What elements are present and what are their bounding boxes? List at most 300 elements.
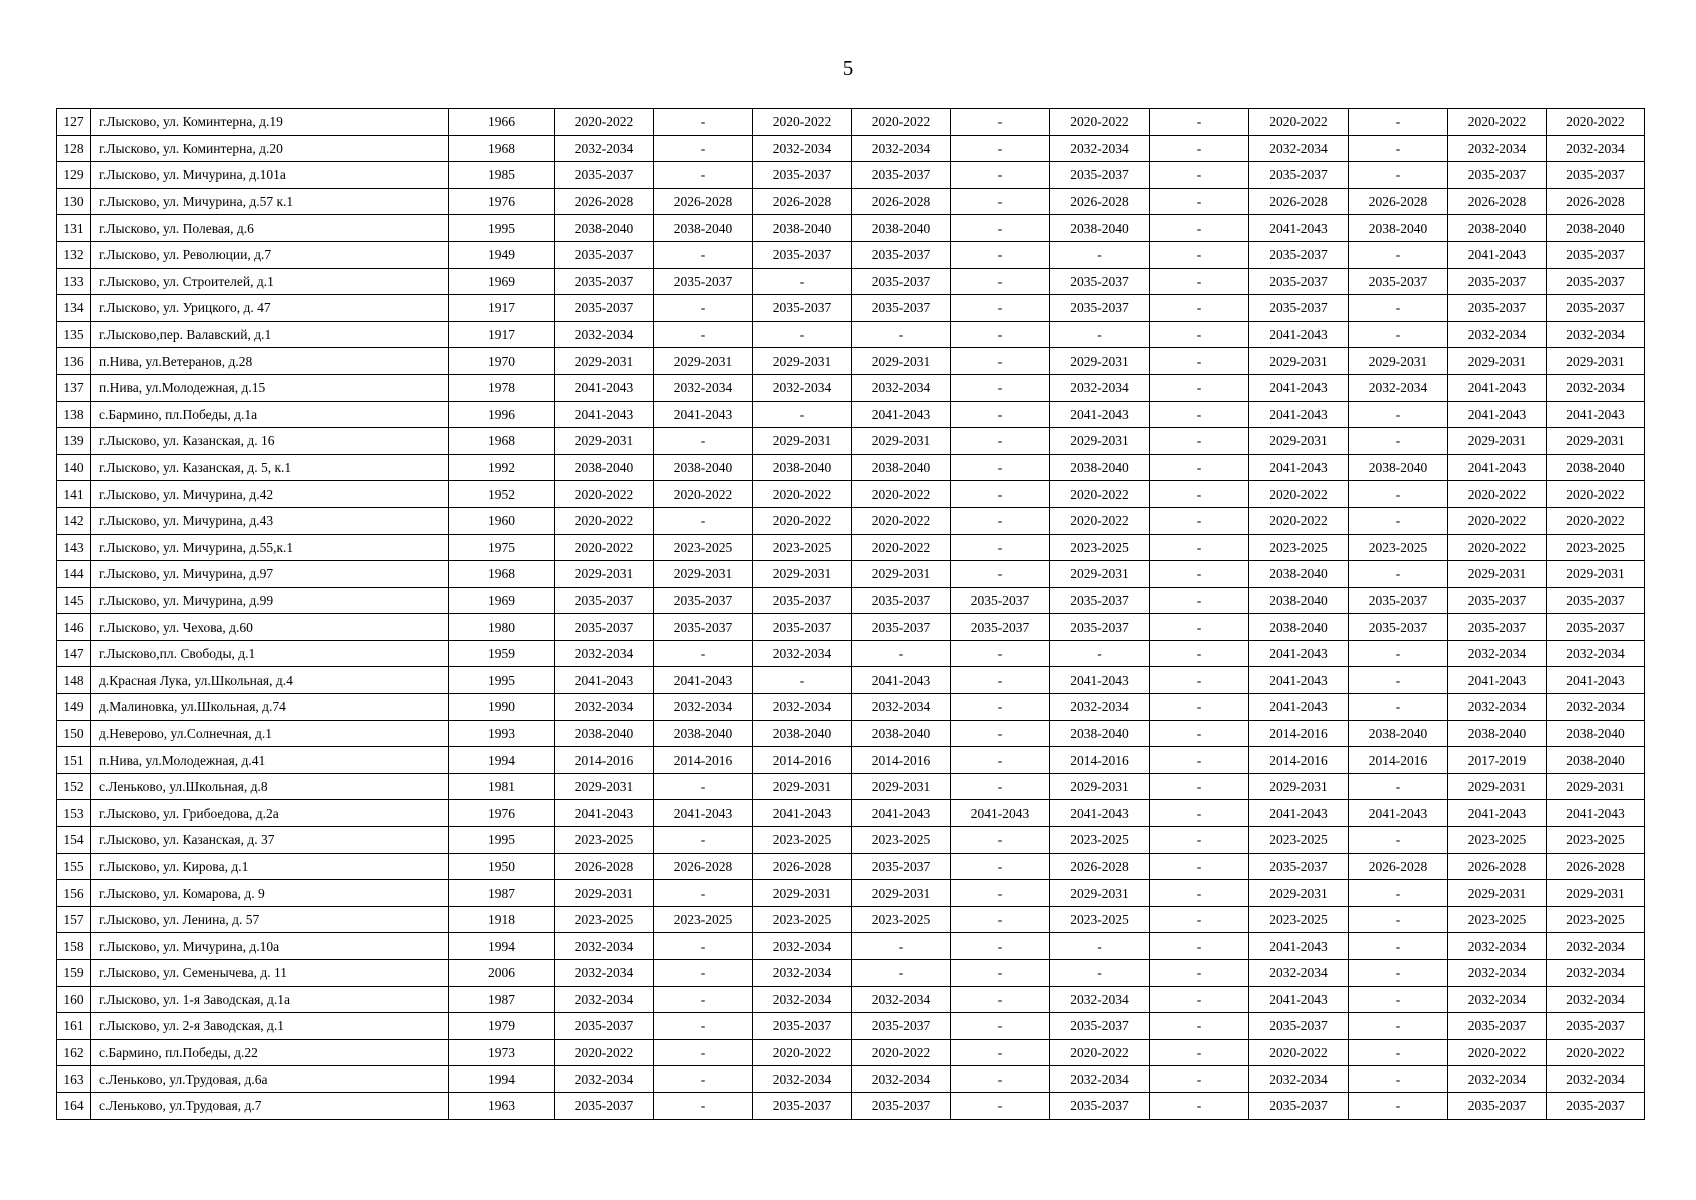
repair-period-cell: 2032-2034 (1050, 374, 1150, 401)
repair-period-cell: - (1150, 428, 1249, 455)
repair-period-cell: 2032-2034 (1448, 694, 1547, 721)
repair-period-cell: 2023-2025 (1547, 827, 1645, 854)
repair-period-cell: 2026-2028 (852, 188, 951, 215)
repair-period-cell: - (1150, 1039, 1249, 1066)
repair-period-cell: 2032-2034 (555, 1066, 654, 1093)
repair-period-cell: 2035-2037 (1249, 268, 1349, 295)
repair-period-cell: 2014-2016 (1050, 747, 1150, 774)
repair-period-cell: - (1150, 348, 1249, 375)
repair-period-cell: 2035-2037 (753, 1013, 852, 1040)
repair-period-cell: - (1150, 295, 1249, 322)
repair-period-cell: - (951, 747, 1050, 774)
year-built-cell: 1992 (449, 454, 555, 481)
year-built-cell: 1975 (449, 534, 555, 561)
repair-period-cell: - (951, 348, 1050, 375)
repair-period-cell: 2026-2028 (1547, 188, 1645, 215)
repair-period-cell: 2041-2043 (1547, 800, 1645, 827)
address-cell: г.Лысково, ул. Казанская, д. 5, к.1 (91, 454, 449, 481)
repair-period-cell: 2023-2025 (654, 906, 753, 933)
repair-period-cell: 2035-2037 (1349, 268, 1448, 295)
repair-period-cell: - (1050, 640, 1150, 667)
repair-period-cell: 2032-2034 (1547, 960, 1645, 987)
repair-period-cell: 2032-2034 (1448, 933, 1547, 960)
repair-period-cell: 2035-2037 (1050, 162, 1150, 189)
table-row (57, 321, 1645, 348)
repair-period-cell: - (1349, 960, 1448, 987)
repair-period-cell: 2032-2034 (555, 933, 654, 960)
table-row (57, 1013, 1645, 1040)
repair-period-cell: 2035-2037 (852, 268, 951, 295)
repair-period-cell: - (1150, 268, 1249, 295)
repair-period-cell: 2023-2025 (1448, 906, 1547, 933)
row-number-cell: 157 (57, 906, 91, 933)
repair-period-cell: 2023-2025 (1249, 827, 1349, 854)
repair-period-cell: 2020-2022 (1249, 481, 1349, 508)
row-number-cell: 153 (57, 800, 91, 827)
repair-period-cell: 2035-2037 (852, 295, 951, 322)
repair-period-cell: - (951, 188, 1050, 215)
repair-period-cell: - (951, 321, 1050, 348)
row-number-cell: 141 (57, 481, 91, 508)
repair-period-cell: 2029-2031 (753, 773, 852, 800)
row-number-cell: 145 (57, 587, 91, 614)
repair-period-cell: - (1349, 507, 1448, 534)
repair-period-cell: - (1150, 215, 1249, 242)
repair-period-cell: 2041-2043 (1249, 374, 1349, 401)
repair-period-cell: 2020-2022 (1547, 1039, 1645, 1066)
repair-period-cell: 2020-2022 (1448, 109, 1547, 136)
year-built-cell: 1976 (449, 188, 555, 215)
repair-period-cell: 2029-2031 (753, 348, 852, 375)
repair-period-cell: - (951, 1039, 1050, 1066)
repair-period-cell: 2014-2016 (555, 747, 654, 774)
repair-period-cell: 2020-2022 (555, 1039, 654, 1066)
repair-period-cell: 2041-2043 (1249, 933, 1349, 960)
year-built-cell: 1973 (449, 1039, 555, 1066)
address-cell: г.Лысково,пер. Валавский, д.1 (91, 321, 449, 348)
repair-period-cell: - (654, 827, 753, 854)
repair-period-cell: - (1150, 587, 1249, 614)
repair-period-cell: 2020-2022 (1547, 507, 1645, 534)
table-row (57, 162, 1645, 189)
repair-period-cell: 2035-2037 (1050, 1013, 1150, 1040)
repair-period-cell: 2023-2025 (753, 906, 852, 933)
year-built-cell: 1995 (449, 215, 555, 242)
repair-period-cell: 2023-2025 (555, 827, 654, 854)
repair-period-cell: 2026-2028 (555, 853, 654, 880)
repair-period-cell: 2032-2034 (1249, 960, 1349, 987)
repair-period-cell: 2041-2043 (1349, 800, 1448, 827)
repair-period-cell: - (951, 374, 1050, 401)
repair-period-cell: - (1349, 109, 1448, 136)
repair-period-cell: 2032-2034 (1448, 1066, 1547, 1093)
repair-period-cell: 2035-2037 (852, 162, 951, 189)
repair-period-cell: 2032-2034 (1050, 986, 1150, 1013)
repair-period-cell: - (951, 640, 1050, 667)
row-number-cell: 133 (57, 268, 91, 295)
address-cell: п.Нива, ул.Молодежная, д.15 (91, 374, 449, 401)
repair-period-cell: 2035-2037 (852, 1013, 951, 1040)
repair-period-cell: 2035-2037 (1249, 1013, 1349, 1040)
repair-period-cell: 2023-2025 (753, 534, 852, 561)
repair-period-cell: 2014-2016 (1249, 720, 1349, 747)
repair-period-cell: - (1349, 1013, 1448, 1040)
repair-period-cell: 2029-2031 (1547, 880, 1645, 907)
year-built-cell: 1968 (449, 135, 555, 162)
repair-period-cell: - (654, 162, 753, 189)
table-row (57, 454, 1645, 481)
repair-period-cell: 2032-2034 (1249, 1066, 1349, 1093)
row-number-cell: 140 (57, 454, 91, 481)
repair-period-cell: 2014-2016 (1249, 747, 1349, 774)
repair-period-cell: - (1150, 960, 1249, 987)
table-row (57, 880, 1645, 907)
repair-period-cell: 2035-2037 (852, 1092, 951, 1119)
repair-period-cell: 2023-2025 (1349, 534, 1448, 561)
year-built-cell: 1917 (449, 321, 555, 348)
repair-period-cell: 2020-2022 (753, 481, 852, 508)
row-number-cell: 158 (57, 933, 91, 960)
repair-period-cell: - (1349, 694, 1448, 721)
repair-period-cell: - (951, 268, 1050, 295)
repair-period-cell: - (1150, 109, 1249, 136)
row-number-cell: 143 (57, 534, 91, 561)
address-cell: с.Леньково, ул.Трудовая, д.7 (91, 1092, 449, 1119)
year-built-cell: 1995 (449, 667, 555, 694)
repair-schedule-table (56, 108, 1645, 1120)
repair-period-cell: - (1150, 241, 1249, 268)
table-row (57, 561, 1645, 588)
repair-period-cell: - (951, 1066, 1050, 1093)
table-row (57, 135, 1645, 162)
repair-period-cell: 2038-2040 (1547, 215, 1645, 242)
repair-period-cell: 2035-2037 (1547, 614, 1645, 641)
year-built-cell: 1976 (449, 800, 555, 827)
repair-period-cell: - (753, 321, 852, 348)
repair-period-cell: - (951, 667, 1050, 694)
repair-period-cell: 2014-2016 (753, 747, 852, 774)
repair-period-cell: 2035-2037 (1547, 241, 1645, 268)
repair-period-cell: 2023-2025 (1448, 827, 1547, 854)
repair-period-cell: 2020-2022 (1448, 534, 1547, 561)
repair-period-cell: 2032-2034 (1547, 1066, 1645, 1093)
repair-period-cell: 2041-2043 (852, 800, 951, 827)
repair-period-cell: 2032-2034 (1547, 374, 1645, 401)
repair-period-cell: - (1150, 135, 1249, 162)
repair-period-cell: 2038-2040 (1349, 454, 1448, 481)
row-number-cell: 161 (57, 1013, 91, 1040)
repair-period-cell: 2041-2043 (1448, 401, 1547, 428)
repair-period-cell: 2032-2034 (654, 374, 753, 401)
repair-period-cell: 2029-2031 (1448, 428, 1547, 455)
repair-period-cell: 2035-2037 (654, 614, 753, 641)
repair-period-cell: 2029-2031 (1249, 880, 1349, 907)
repair-period-cell: 2038-2040 (555, 454, 654, 481)
year-built-cell: 1949 (449, 241, 555, 268)
repair-period-cell: 2017-2019 (1448, 747, 1547, 774)
repair-period-cell: - (1050, 241, 1150, 268)
table-row (57, 1092, 1645, 1119)
repair-period-cell: 2035-2037 (1249, 162, 1349, 189)
repair-period-cell: 2029-2031 (1448, 880, 1547, 907)
year-built-cell: 1995 (449, 827, 555, 854)
repair-period-cell: 2026-2028 (654, 853, 753, 880)
repair-period-cell: 2026-2028 (1448, 853, 1547, 880)
address-cell: г.Лысково, ул. Мичурина, д.55,к.1 (91, 534, 449, 561)
row-number-cell: 137 (57, 374, 91, 401)
repair-period-cell: 2041-2043 (852, 401, 951, 428)
repair-period-cell: 2035-2037 (555, 1013, 654, 1040)
repair-period-cell: 2038-2040 (654, 454, 753, 481)
repair-period-cell: 2029-2031 (852, 561, 951, 588)
table-row (57, 534, 1645, 561)
repair-period-cell: 2023-2025 (1050, 534, 1150, 561)
repair-period-cell: 2041-2043 (1448, 800, 1547, 827)
repair-period-cell: 2032-2034 (1249, 135, 1349, 162)
address-cell: г.Лысково, ул. Строителей, д.1 (91, 268, 449, 295)
repair-period-cell: - (951, 162, 1050, 189)
row-number-cell: 147 (57, 640, 91, 667)
year-built-cell: 1980 (449, 614, 555, 641)
repair-period-cell: 2041-2043 (1249, 667, 1349, 694)
repair-period-cell: 2032-2034 (1448, 135, 1547, 162)
repair-period-cell: - (654, 1013, 753, 1040)
row-number-cell: 132 (57, 241, 91, 268)
year-built-cell: 1996 (449, 401, 555, 428)
repair-period-cell: 2035-2037 (555, 587, 654, 614)
repair-period-cell: 2041-2043 (1249, 401, 1349, 428)
repair-period-cell: - (1349, 986, 1448, 1013)
repair-period-cell: 2035-2037 (1448, 162, 1547, 189)
repair-period-cell: - (951, 720, 1050, 747)
repair-period-cell: - (1050, 960, 1150, 987)
repair-period-cell: - (1349, 401, 1448, 428)
repair-period-cell: 2032-2034 (555, 960, 654, 987)
table-row (57, 481, 1645, 508)
repair-period-cell: 2041-2043 (654, 800, 753, 827)
repair-period-cell: 2038-2040 (753, 454, 852, 481)
repair-period-cell: 2029-2031 (852, 428, 951, 455)
repair-period-cell: 2029-2031 (1249, 348, 1349, 375)
repair-period-cell: - (1349, 906, 1448, 933)
repair-period-cell: - (753, 268, 852, 295)
repair-period-cell: 2026-2028 (1050, 188, 1150, 215)
table-row (57, 428, 1645, 455)
repair-period-cell: - (1050, 933, 1150, 960)
repair-period-cell: 2041-2043 (1249, 215, 1349, 242)
table-row (57, 109, 1645, 136)
repair-period-cell: - (1349, 295, 1448, 322)
repair-period-cell: - (951, 481, 1050, 508)
repair-period-cell: 2020-2022 (1448, 507, 1547, 534)
repair-period-cell: - (654, 986, 753, 1013)
repair-period-cell: 2038-2040 (1547, 747, 1645, 774)
repair-period-cell: 2035-2037 (1349, 587, 1448, 614)
repair-period-cell: 2038-2040 (753, 720, 852, 747)
table-row (57, 507, 1645, 534)
repair-period-cell: 2029-2031 (1050, 880, 1150, 907)
repair-period-cell: - (1150, 561, 1249, 588)
repair-period-cell: 2026-2028 (555, 188, 654, 215)
repair-period-cell: 2035-2037 (555, 295, 654, 322)
repair-period-cell: 2020-2022 (1249, 507, 1349, 534)
row-number-cell: 148 (57, 667, 91, 694)
repair-period-cell: 2038-2040 (654, 215, 753, 242)
repair-period-cell: 2020-2022 (852, 481, 951, 508)
repair-period-cell: - (951, 853, 1050, 880)
repair-period-cell: 2032-2034 (555, 135, 654, 162)
repair-period-cell: - (951, 1013, 1050, 1040)
repair-period-cell: - (951, 215, 1050, 242)
address-cell: г.Лысково, ул. 2-я Заводская, д.1 (91, 1013, 449, 1040)
repair-period-cell: 2032-2034 (852, 374, 951, 401)
repair-period-cell: 2035-2037 (1050, 614, 1150, 641)
year-built-cell: 1966 (449, 109, 555, 136)
repair-period-cell: - (951, 135, 1050, 162)
address-cell: п.Нива, ул.Ветеранов, д.28 (91, 348, 449, 375)
row-number-cell: 162 (57, 1039, 91, 1066)
repair-period-cell: 2035-2037 (555, 614, 654, 641)
repair-period-cell: 2020-2022 (555, 507, 654, 534)
table-row (57, 1039, 1645, 1066)
repair-period-cell: - (654, 295, 753, 322)
repair-period-cell: 2029-2031 (555, 880, 654, 907)
repair-period-cell: 2020-2022 (1448, 481, 1547, 508)
repair-period-cell: - (654, 109, 753, 136)
row-number-cell: 152 (57, 773, 91, 800)
repair-period-cell: - (852, 960, 951, 987)
address-cell: г.Лысково, ул. Полевая, д.6 (91, 215, 449, 242)
repair-period-cell: 2026-2028 (1349, 853, 1448, 880)
table-row (57, 906, 1645, 933)
repair-period-cell: 2032-2034 (753, 135, 852, 162)
table-row (57, 268, 1645, 295)
year-built-cell: 2006 (449, 960, 555, 987)
repair-period-cell: 2020-2022 (1547, 481, 1645, 508)
repair-period-cell: 2035-2037 (1547, 1013, 1645, 1040)
repair-period-cell: 2035-2037 (654, 587, 753, 614)
repair-period-cell: 2020-2022 (1249, 1039, 1349, 1066)
repair-period-cell: 2035-2037 (1050, 587, 1150, 614)
address-cell: г.Лысково, ул. Кирова, д.1 (91, 853, 449, 880)
address-cell: г.Лысково, ул. Урицкого, д. 47 (91, 295, 449, 322)
repair-period-cell: 2020-2022 (1547, 109, 1645, 136)
repair-period-cell: - (654, 1092, 753, 1119)
repair-period-cell: 2035-2037 (1050, 268, 1150, 295)
year-built-cell: 1969 (449, 587, 555, 614)
repair-period-cell: 2035-2037 (1448, 1092, 1547, 1119)
repair-period-cell: 2038-2040 (1249, 561, 1349, 588)
repair-period-cell: 2029-2031 (1547, 428, 1645, 455)
row-number-cell: 142 (57, 507, 91, 534)
repair-period-cell: 2020-2022 (852, 109, 951, 136)
row-number-cell: 130 (57, 188, 91, 215)
repair-period-cell: 2032-2034 (1050, 135, 1150, 162)
repair-period-cell: 2020-2022 (852, 1039, 951, 1066)
repair-period-cell: - (1150, 853, 1249, 880)
repair-period-cell: 2020-2022 (1448, 1039, 1547, 1066)
table-row (57, 348, 1645, 375)
repair-period-cell: 2032-2034 (753, 694, 852, 721)
repair-period-cell: 2029-2031 (555, 428, 654, 455)
repair-period-cell: - (1050, 321, 1150, 348)
repair-period-cell: 2032-2034 (1448, 321, 1547, 348)
year-built-cell: 1918 (449, 906, 555, 933)
table-row (57, 827, 1645, 854)
row-number-cell: 164 (57, 1092, 91, 1119)
repair-period-cell: - (951, 960, 1050, 987)
repair-period-cell: - (1349, 321, 1448, 348)
row-number-cell: 155 (57, 853, 91, 880)
repair-period-cell: 2038-2040 (654, 720, 753, 747)
repair-period-cell: 2035-2037 (753, 241, 852, 268)
repair-period-cell: 2029-2031 (1547, 773, 1645, 800)
repair-period-cell: 2020-2022 (753, 109, 852, 136)
repair-period-cell: 2026-2028 (1448, 188, 1547, 215)
repair-period-cell: - (951, 295, 1050, 322)
repair-period-cell: 2035-2037 (951, 614, 1050, 641)
year-built-cell: 1963 (449, 1092, 555, 1119)
repair-period-cell: 2032-2034 (555, 986, 654, 1013)
row-number-cell: 139 (57, 428, 91, 455)
repair-period-cell: 2032-2034 (1547, 933, 1645, 960)
repair-period-cell: 2032-2034 (555, 694, 654, 721)
repair-period-cell: 2041-2043 (1448, 454, 1547, 481)
repair-period-cell: - (1349, 241, 1448, 268)
repair-period-cell: 2020-2022 (1050, 507, 1150, 534)
year-built-cell: 1952 (449, 481, 555, 508)
repair-period-cell: 2035-2037 (555, 162, 654, 189)
repair-period-cell: 2038-2040 (1050, 215, 1150, 242)
repair-period-cell: 2038-2040 (852, 720, 951, 747)
row-number-cell: 144 (57, 561, 91, 588)
repair-period-cell: 2035-2037 (1448, 614, 1547, 641)
repair-period-cell: 2029-2031 (1448, 773, 1547, 800)
repair-period-cell: - (1150, 162, 1249, 189)
repair-period-cell: 2029-2031 (1050, 561, 1150, 588)
repair-period-cell: 2023-2025 (654, 534, 753, 561)
row-number-cell: 131 (57, 215, 91, 242)
repair-period-cell: 2035-2037 (555, 241, 654, 268)
repair-period-cell: 2029-2031 (852, 880, 951, 907)
repair-period-cell: 2032-2034 (1547, 986, 1645, 1013)
repair-period-cell: 2023-2025 (1050, 906, 1150, 933)
repair-period-cell: 2041-2043 (1249, 694, 1349, 721)
table-row (57, 401, 1645, 428)
table-row (57, 188, 1645, 215)
year-built-cell: 1987 (449, 986, 555, 1013)
address-cell: п.Нива, ул.Молодежная, д.41 (91, 747, 449, 774)
repair-period-cell: 2026-2028 (1349, 188, 1448, 215)
year-built-cell: 1979 (449, 1013, 555, 1040)
row-number-cell: 127 (57, 109, 91, 136)
address-cell: г.Лысково, ул. Казанская, д. 16 (91, 428, 449, 455)
repair-period-cell: - (951, 933, 1050, 960)
repair-period-cell: - (951, 880, 1050, 907)
table-row (57, 1066, 1645, 1093)
repair-period-cell: 2032-2034 (1547, 640, 1645, 667)
repair-period-cell: 2038-2040 (852, 454, 951, 481)
repair-period-cell: - (1150, 800, 1249, 827)
repair-period-cell: 2038-2040 (1050, 454, 1150, 481)
repair-period-cell: - (654, 135, 753, 162)
repair-period-cell: - (1150, 986, 1249, 1013)
repair-period-cell: 2035-2037 (654, 268, 753, 295)
repair-period-cell: 2041-2043 (1448, 667, 1547, 694)
repair-period-cell: 2032-2034 (1448, 960, 1547, 987)
address-cell: г.Лысково, ул. Семенычева, д. 11 (91, 960, 449, 987)
repair-period-cell: 2041-2043 (1547, 667, 1645, 694)
